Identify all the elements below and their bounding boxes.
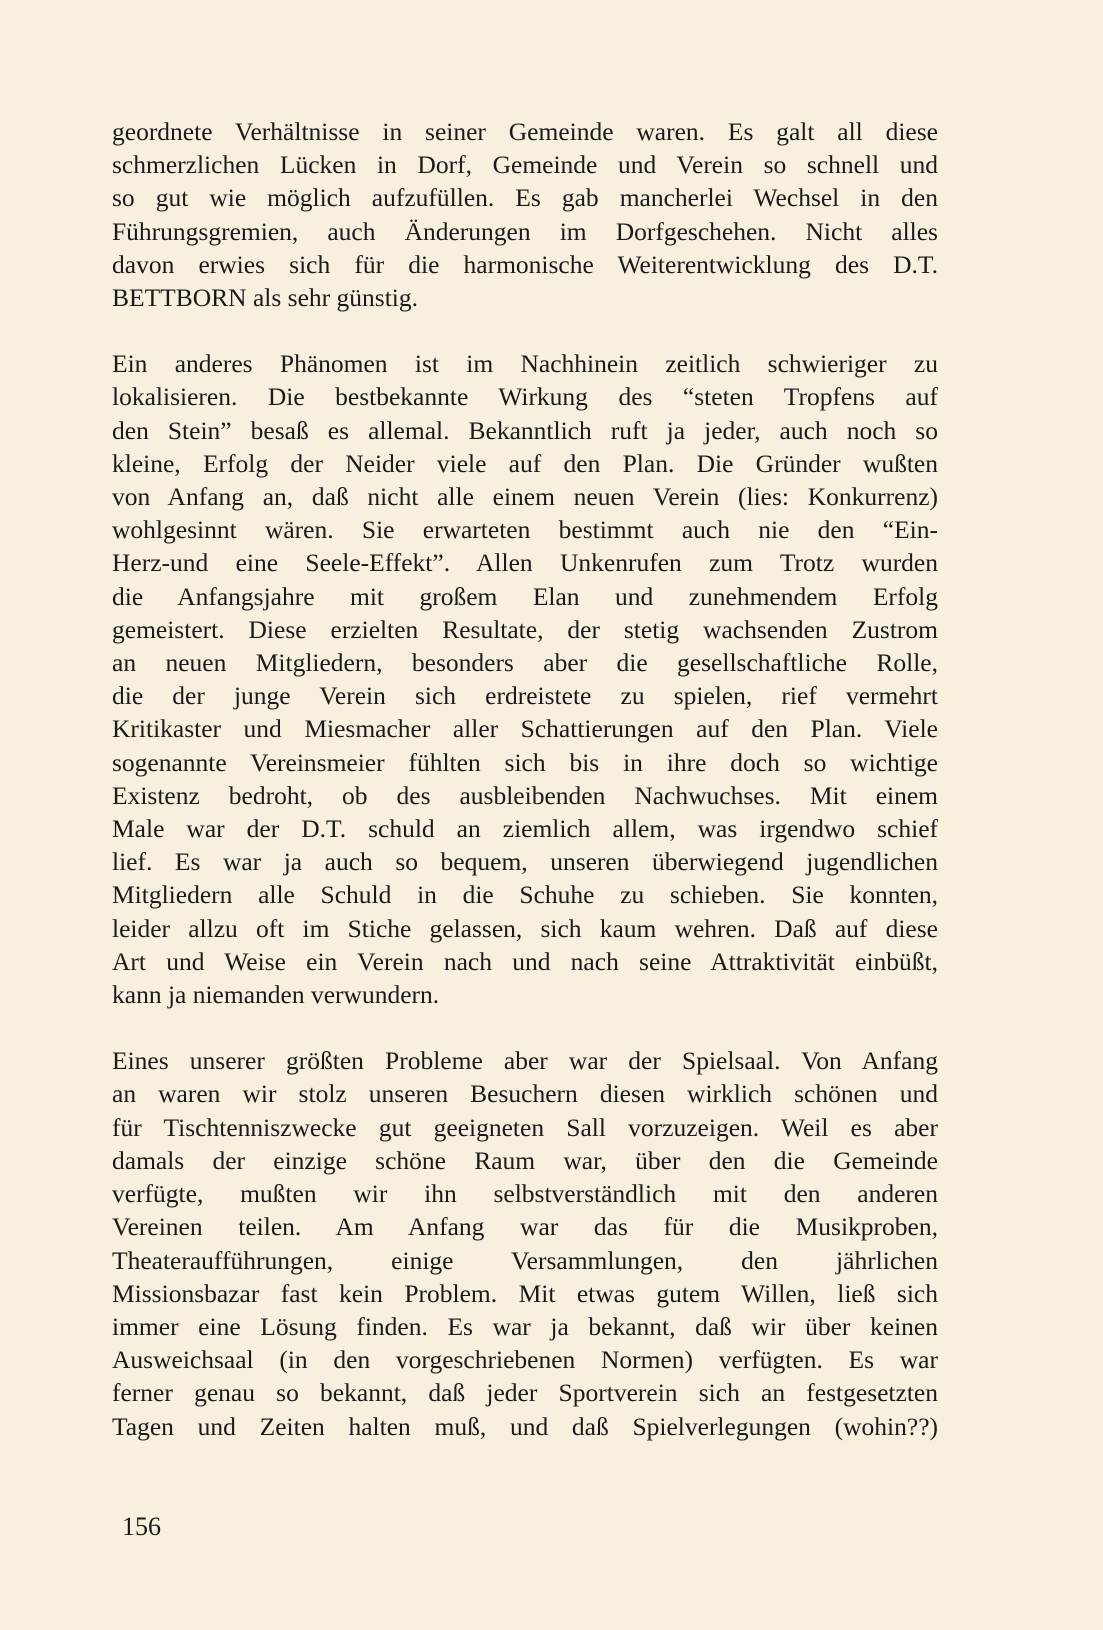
text-line: ferner genau so bekannt, daß jeder Sportverein sich an festgesetzten	[112, 1378, 938, 1408]
text-line: lokalisieren. Die bestbekannte Wirkung des “steten Tropfens auf	[112, 382, 938, 412]
text-line: Vereinen teilen. Am Anfang war das für die Musikproben,	[112, 1212, 938, 1242]
body-text	[112, 115, 938, 1443]
text-line: schmerzlichen Lücken in Dorf, Gemeinde und Verein so schnell und	[112, 150, 938, 180]
text-line: Herz-und eine Seele-Effekt”. Allen Unkenrufen zum Trotz wurden	[112, 548, 938, 578]
text-line: die der junge Verein sich erdreistete zu spielen, rief vermehrt	[112, 681, 938, 711]
text-line: Tagen und Zeiten halten muß, und daß Spielverlegungen (wohin??)	[112, 1411, 938, 1441]
text-line: damals der einzige schöne Raum war, über den die Gemeinde	[112, 1145, 938, 1175]
paragraph-2	[112, 347, 938, 1011]
text-line: BETTBORN als sehr günstig.	[112, 283, 418, 313]
text-line: Kritikaster und Miesmacher aller Schattierungen auf den Plan. Viele	[112, 714, 938, 744]
text-line: Existenz bedroht, ob des ausbleibenden Nachwuchses. Mit einem	[112, 780, 938, 810]
text-line: kann ja niemanden verwundern.	[112, 980, 440, 1010]
text-line: wohlgesinnt wären. Sie erwarteten bestimmt auch nie den “Ein-	[112, 515, 938, 545]
text-line: sogenannte Vereinsmeier fühlten sich bis in ihre doch so wichtige	[112, 747, 938, 777]
paragraph-3	[112, 1044, 938, 1442]
text-line: leider allzu oft im Stiche gelassen, sich kaum wehren. Daß auf diese	[112, 913, 938, 943]
text-line: für Tischtenniszwecke gut geeigneten Sall vorzuzeigen. Weil es aber	[112, 1112, 938, 1142]
paragraph-1	[112, 115, 938, 314]
text-line: gemeistert. Diese erzielten Resultate, der stetig wachsenden Zustrom	[112, 614, 938, 644]
text-line: Theateraufführungen, einige Versammlungen, den jährlichen	[112, 1245, 938, 1275]
text-line: Missionsbazar fast kein Problem. Mit etwas gutem Willen, ließ sich	[112, 1278, 938, 1308]
text-line: so gut wie möglich aufzufüllen. Es gab mancherlei Wechsel in den	[112, 183, 938, 213]
text-line: an waren wir stolz unseren Besuchern diesen wirklich schönen und	[112, 1079, 938, 1109]
text-line: Führungsgremien, auch Änderungen im Dorfgeschehen. Nicht alles	[112, 216, 938, 246]
text-line: Ausweichsaal (in den vorgeschriebenen Normen) verfügten. Es war	[112, 1345, 938, 1375]
text-line: Mitgliedern alle Schuld in die Schuhe zu schieben. Sie konnten,	[112, 880, 938, 910]
text-line: Male war der D.T. schuld an ziemlich allem, was irgendwo schief	[112, 814, 938, 844]
text-line: den Stein” besaß es allemal. Bekanntlich ruft ja jeder, auch noch so	[112, 415, 938, 445]
text-line: geordnete Verhältnisse in seiner Gemeinde waren. Es galt all diese	[112, 117, 938, 146]
text-line: an neuen Mitgliedern, besonders aber die gesellschaftliche Rolle,	[112, 648, 938, 678]
text-line: Eines unserer größten Probleme aber war der Spielsaal. Von Anfang	[112, 1046, 938, 1076]
page-number: 156	[122, 1512, 161, 1541]
text-line: die Anfangsjahre mit großem Elan und zunehmendem Erfolg	[112, 581, 938, 611]
text-line: lief. Es war ja auch so bequem, unseren überwiegend jugendlichen	[112, 847, 938, 877]
text-line: Art und Weise ein Verein nach und nach seine Attraktivität einbüßt,	[112, 946, 938, 976]
text-line: von Anfang an, daß nicht alle einem neuen Verein (lies: Konkurrenz)	[112, 482, 938, 512]
text-line: verfügte, mußten wir ihn selbstverständlich mit den anderen	[112, 1179, 938, 1209]
text-line: Ein anderes Phänomen ist im Nachhinein zeitlich schwieriger zu	[112, 349, 938, 379]
text-line: kleine, Erfolg der Neider viele auf den Plan. Die Gründer wußten	[112, 448, 938, 478]
text-line: davon erwies sich für die harmonische Weiterentwicklung des D.T.	[112, 249, 938, 279]
text-line: immer eine Lösung finden. Es war ja bekannt, daß wir über keinen	[112, 1311, 938, 1341]
